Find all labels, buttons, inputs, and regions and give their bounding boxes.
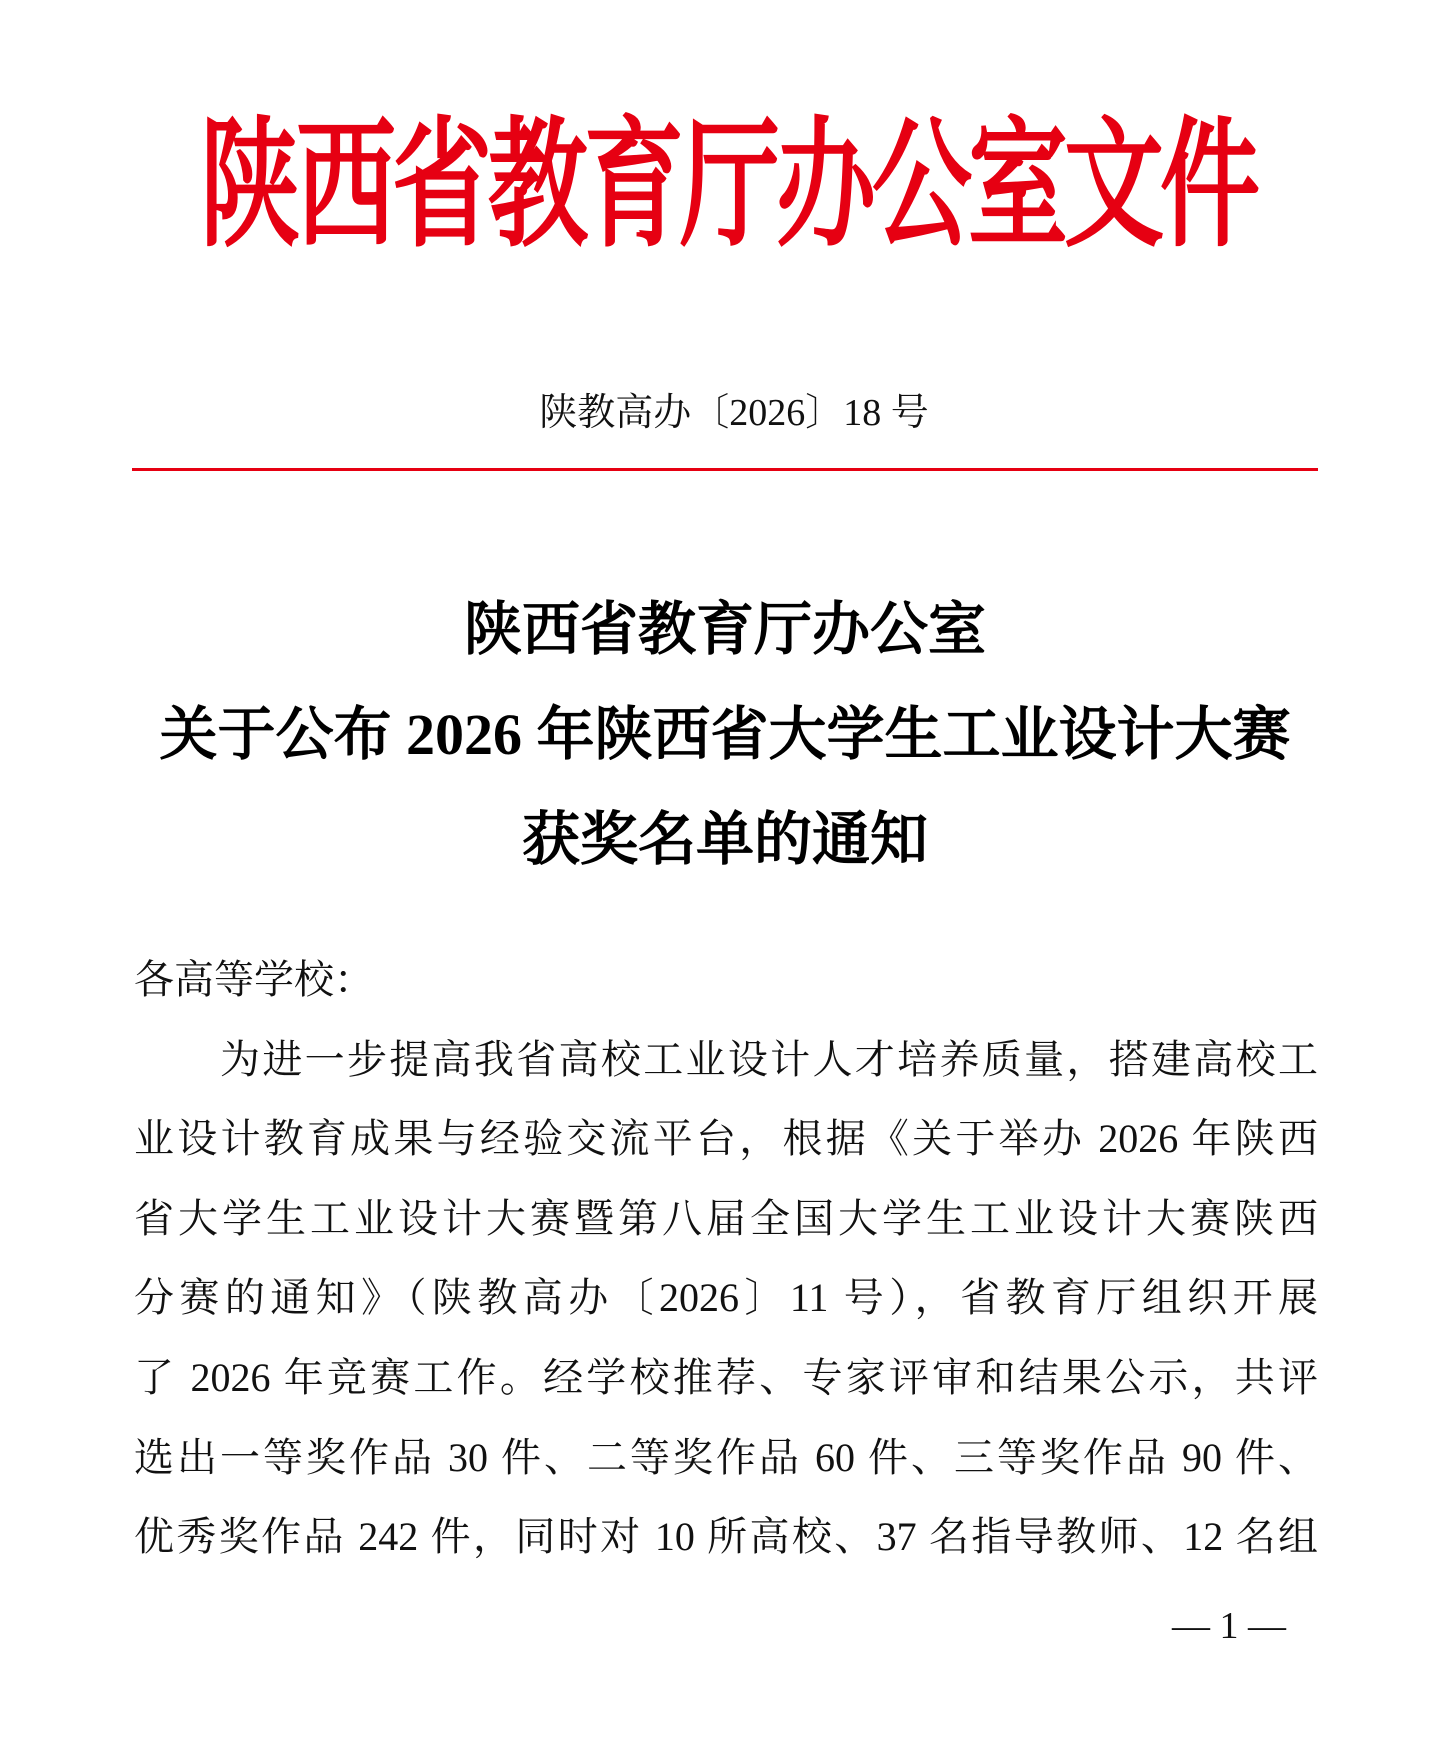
header-divider-line: [132, 468, 1318, 471]
body-line: 省大学生工业设计大赛暨第八届全国大学生工业设计大赛陕西: [134, 1195, 1318, 1241]
body-line: 选出一等奖作品 30 件、二等奖作品 60 件、三等奖作品 90 件、: [134, 1434, 1318, 1480]
body-line: 了 2026 年竞赛工作。经学校推荐、专家评审和结果公示，共评: [134, 1354, 1318, 1400]
title-line: 获奖名单的通知: [521, 807, 928, 872]
page-number: — 1 —: [1172, 1605, 1286, 1647]
document-number: 陕教高办〔2026〕18 号: [539, 392, 929, 434]
document-title: [14, 577, 1436, 892]
title-line: 陕西省教育厅办公室: [463, 597, 986, 662]
letter-body: [134, 940, 1318, 1577]
salutation: 各高等学校：: [134, 957, 374, 1002]
red-header-title: 陕西省教育厅办公室文件: [200, 108, 1256, 264]
title-line: 关于公布 2026 年陕西省大学生工业设计大赛: [159, 702, 1291, 767]
body-line: 分赛的通知》（陕教高办〔2026〕11 号），省教育厅组织开展: [134, 1275, 1318, 1321]
body-line: 业设计教育成果与经验交流平台，根据《关于举办 2026 年陕西: [134, 1116, 1318, 1162]
body-line: 为进一步提高我省高校工业设计人才培养质量，搭建高校工: [220, 1036, 1318, 1082]
body-line: 优秀奖作品 242 件，同时对 10 所高校、37 名指导教师、12 名组: [134, 1514, 1318, 1560]
